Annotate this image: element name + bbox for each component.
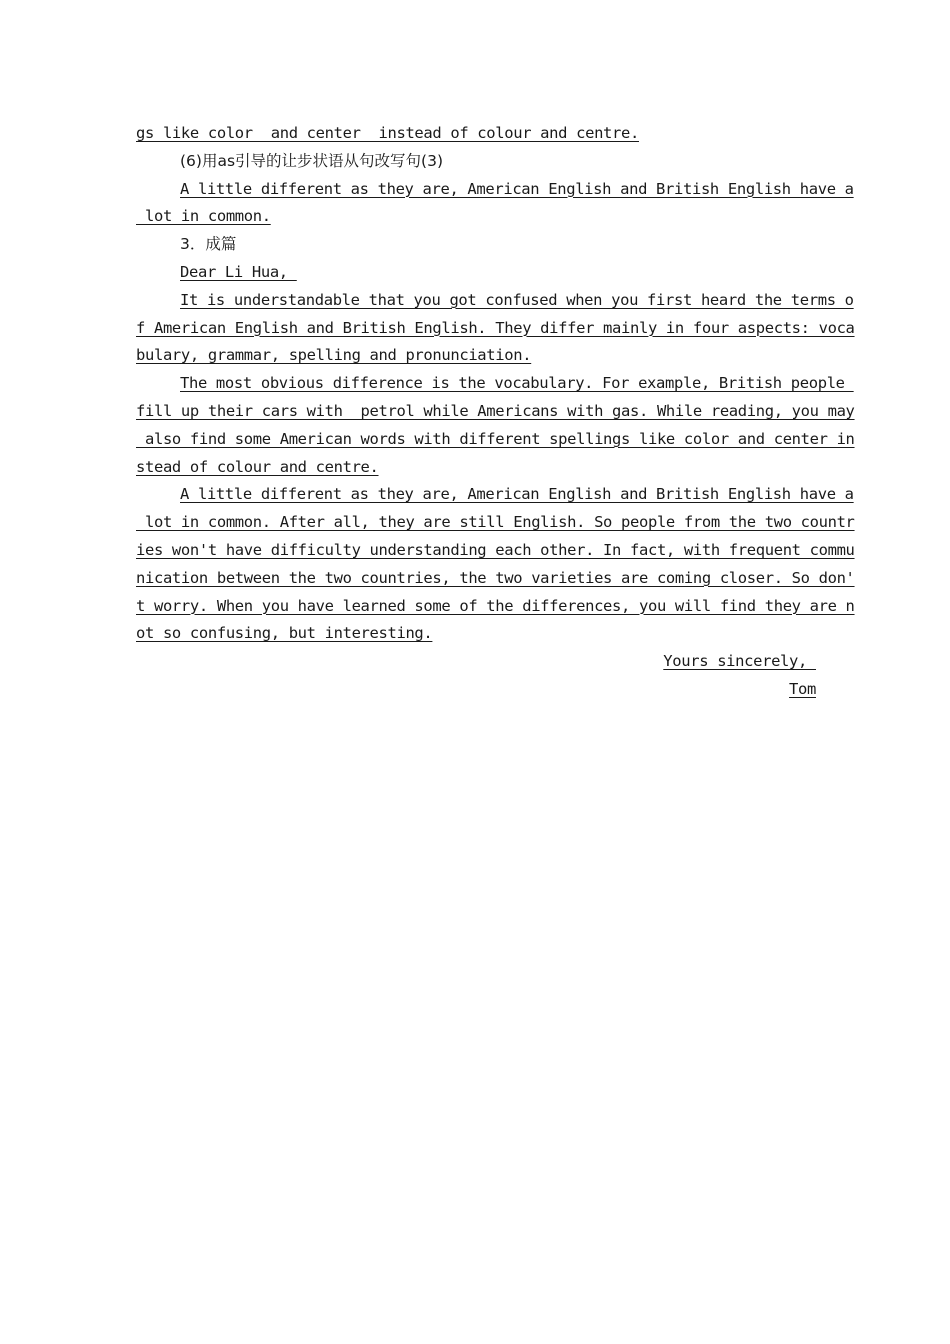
- exercise-instruction: (6)用as引导的让步状语从句改写句(3): [180, 151, 443, 170]
- text-line: also find some American words with different spellings like color and center in: [136, 429, 855, 448]
- letter-signature: [136, 676, 816, 704]
- letter-closing: [136, 648, 816, 676]
- text-line: stead of colour and centre.: [136, 457, 379, 476]
- text-line: lot in common. After all, they are still English. So people from the two countr: [136, 513, 855, 532]
- text-line: A little different as they are, American English and British English have a: [180, 179, 854, 198]
- text-line: A little different as they are, American English and British English have a: [180, 485, 854, 504]
- signature-text: Tom: [789, 679, 816, 698]
- letter-salutation: Dear Li Hua,: [180, 262, 297, 281]
- closing-text: Yours sincerely,: [663, 652, 816, 671]
- text-line: f American English and British English. They differ mainly in four aspects: voca: [136, 318, 855, 337]
- text-line: t worry. When you have learned some of the differences, you will find they are n: [136, 596, 855, 615]
- document-page: [136, 120, 855, 704]
- text-line: The most obvious difference is the vocabulary. For example, British people: [180, 374, 854, 393]
- text-line: lot in common.: [136, 207, 271, 226]
- text-line: nication between the two countries, the two varieties are coming closer. So don': [136, 568, 855, 587]
- text-line: ies won't have difficulty understanding each other. In fact, with frequent commu: [136, 540, 855, 559]
- text-line: gs like color and center instead of colour and centre.: [136, 124, 639, 142]
- text-line: It is understandable that you got confused when you first heard the terms o: [180, 290, 854, 309]
- text-line: fill up their cars with petrol while Americans with gas. While reading, you may: [136, 401, 855, 420]
- text-line: bulary, grammar, spelling and pronunciation.: [136, 346, 532, 365]
- section-heading: 3．成篇: [180, 235, 237, 254]
- text-line: ot so confusing, but interesting.: [136, 624, 433, 643]
